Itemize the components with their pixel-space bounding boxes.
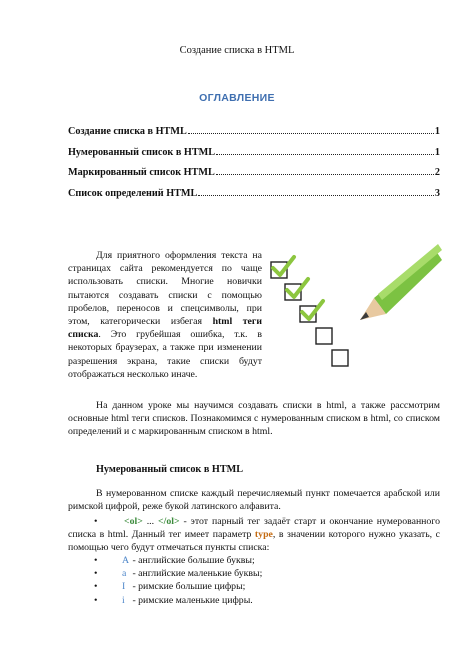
toc-leader-dots [198,195,434,196]
intro-paragraph-2: На данном уроке мы научимся создавать списки в html, а также рассмотрим основные html теги списков. Познакомимся с нумерованным списком в html, со списком определений и с маркированным списком в html. [68,400,440,438]
ol-tag-description [68,515,440,555]
toc-entry-page: 1 [434,126,440,137]
list-item [94,554,434,567]
bullet: • [94,594,98,606]
toc-leader-dots [188,133,434,134]
toc-entry-page: 2 [434,167,440,178]
bullet: • [94,555,98,566]
type-parameter: type [254,529,273,541]
type-value: i [122,594,125,606]
ol-open-tag: <ol> [124,516,143,527]
section-paragraph: В нумерованном списке каждый перечисляемый пункт помечается арабской или римской цифрой, реже букой латинского алфавита. [68,488,440,513]
toc-leader-dots [216,174,434,175]
intro-bold-phrase: html теги списка [68,316,262,341]
table-of-contents [68,126,440,208]
type-value-desc: - римские маленькие цифры. [130,594,253,606]
toc-entry-page: 3 [434,187,440,199]
toc-entry[interactable] [68,167,440,188]
toc-entry[interactable] [68,126,440,147]
intro-paragraph [68,249,262,381]
ol-description-text: - этот парный тег задаёт старт и окончание нумерованного списка в html. Данный тег имеет параметр [68,516,440,541]
type-values-list [94,554,434,607]
toc-entry-title: Создание списка в HTML [68,126,187,137]
type-value: I [122,581,126,593]
list-item [94,580,434,593]
bullet: • [94,516,98,527]
toc-entry-title: Маркированный список HTML [68,167,215,178]
intro-text-start: Для приятного оформления текста на страницах сайта рекомендуется по чаще использовать списки. Многие новички пытаются создавать списки с помощью пробелов, переносов и спецсимволы, при этом, категорически избегая [68,250,262,328]
toc-entry-title: Нумерованный список в HTML [68,146,216,158]
section-heading: Нумерованный список в HTML [96,464,244,475]
ol-description-tail: , в значении которого нужно указать, с помощью чего будут отмечаться пункты списка: [68,529,441,554]
type-value: A [122,555,130,566]
ol-close-tag: </ol> [158,516,180,527]
toc-entry-title: Список определений HTML [68,187,198,199]
toc-entry-page: 1 [434,146,440,158]
type-value-desc: - римские большие цифры; [130,581,246,593]
type-value-desc: - английские большие буквы; [130,555,255,566]
toc-heading: ОГЛАВЛЕНИЕ [199,92,275,104]
bullet: • [94,581,98,593]
toc-entry[interactable] [68,147,440,168]
type-value-desc: - английские маленькие буквы; [130,568,263,580]
bullet: • [94,568,98,580]
toc-entry[interactable] [68,188,440,209]
list-item [94,594,434,607]
toc-leader-dots [216,154,434,155]
ellipsis: ... [142,516,159,527]
list-item [94,567,434,580]
page-title: Создание списка в HTML [179,45,295,56]
intro-text-end: . Это грубейшая ошибка, т.к. в некоторых браузерах, а также при изменении разрешения экрана, такие списки будут отображаться несколько иначе. [68,329,262,380]
checklist-with-pencil-icon [262,242,442,382]
type-value: a [122,568,127,580]
